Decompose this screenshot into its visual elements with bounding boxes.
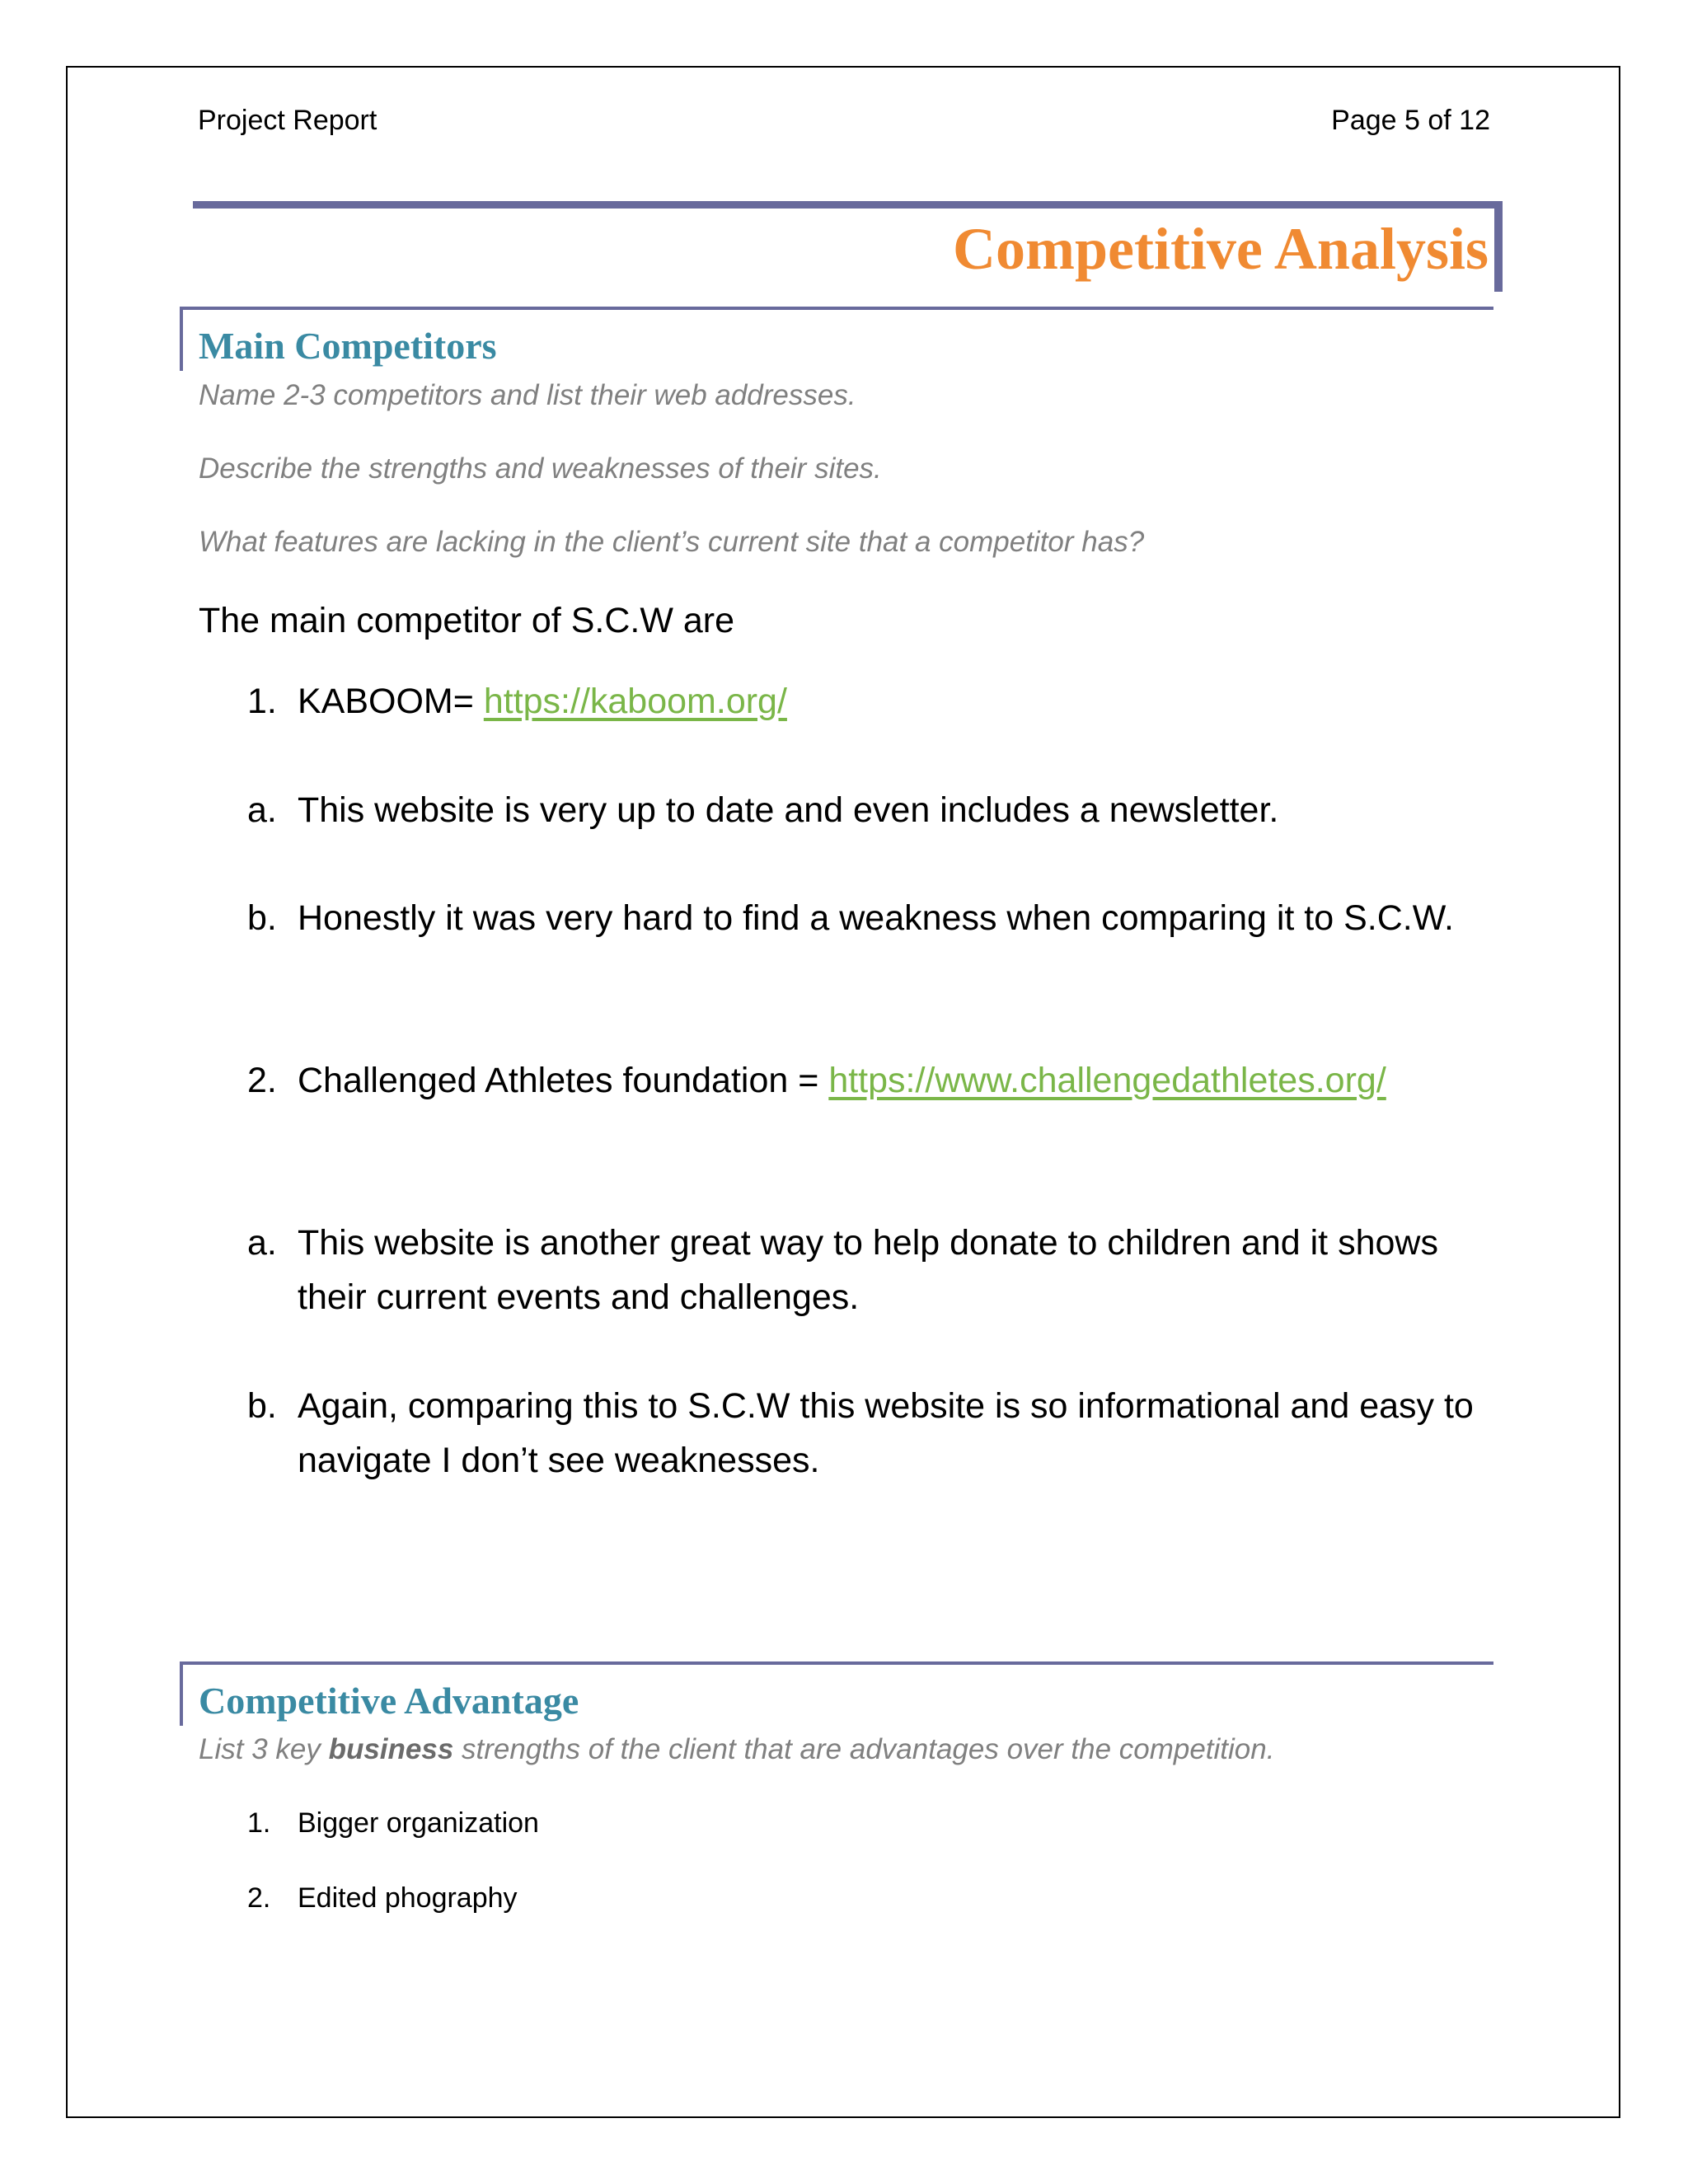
section-heading-competitive-advantage: Competitive Advantage xyxy=(199,1680,579,1722)
note-text: Again, comparing this to S.C.W this website is so informational and easy to navigate I don’t see weaknesses. xyxy=(298,1386,1474,1480)
instruction-text: What features are lacking in the client’s current site that a competitor has? xyxy=(199,526,1145,558)
list-item xyxy=(247,783,1500,837)
list-item xyxy=(247,1379,1500,1488)
instruction-text-part: List 3 key xyxy=(199,1733,329,1765)
list-marker: a. xyxy=(247,790,277,830)
section-heading-main-competitors: Main Competitors xyxy=(199,325,497,367)
competitor-name: KABOOM= xyxy=(298,682,484,721)
instruction-text xyxy=(199,1732,1274,1768)
note-text: This website is very up to date and even includes a newsletter. xyxy=(298,790,1279,830)
list-item xyxy=(247,1880,518,1916)
list-item xyxy=(247,1053,1500,1108)
list-marker: 1. xyxy=(247,1807,271,1839)
title-accent-bar-right xyxy=(1494,201,1503,292)
note-text: This website is another great way to help donate to children and it shows their current events and challenges. xyxy=(298,1223,1438,1317)
instruction-text: Name 2-3 competitors and list their web addresses. xyxy=(199,379,856,411)
list-item xyxy=(247,674,1500,729)
list-marker: b. xyxy=(247,898,277,938)
header-left: Project Report xyxy=(198,105,377,136)
section-divider-tick xyxy=(180,1661,183,1726)
list-marker: 1. xyxy=(247,682,277,721)
list-marker: 2. xyxy=(247,1061,277,1100)
section-divider-tick xyxy=(180,307,183,371)
note-text: Honestly it was very hard to find a weakness when comparing it to S.C.W. xyxy=(298,898,1454,938)
competitor-link[interactable]: https://www.challengedathletes.org/ xyxy=(828,1061,1386,1100)
list-marker: 2. xyxy=(247,1882,271,1914)
advantage-text: Edited phography xyxy=(298,1882,518,1914)
competitor-name: Challenged Athletes foundation = xyxy=(298,1061,829,1100)
advantage-text: Bigger organization xyxy=(298,1807,539,1839)
list-marker: a. xyxy=(247,1223,277,1263)
section-divider xyxy=(180,1661,1493,1665)
instruction-emphasis: business xyxy=(328,1733,454,1765)
list-marker: b. xyxy=(247,1386,277,1426)
list-item xyxy=(247,891,1500,945)
section-divider xyxy=(180,307,1493,310)
header-page-number: Page 5 of 12 xyxy=(1331,105,1490,136)
list-item xyxy=(247,1805,539,1841)
list-item xyxy=(247,1216,1500,1324)
competitor-link[interactable]: https://kaboom.org/ xyxy=(483,682,787,721)
instruction-text: Describe the strengths and weaknesses of their sites. xyxy=(199,452,882,485)
intro-paragraph: The main competitor of S.C.W are xyxy=(199,601,734,640)
page-title: Competitive Analysis xyxy=(952,216,1489,282)
instruction-text-part: strengths of the client that are advantages over the competition. xyxy=(453,1733,1275,1765)
